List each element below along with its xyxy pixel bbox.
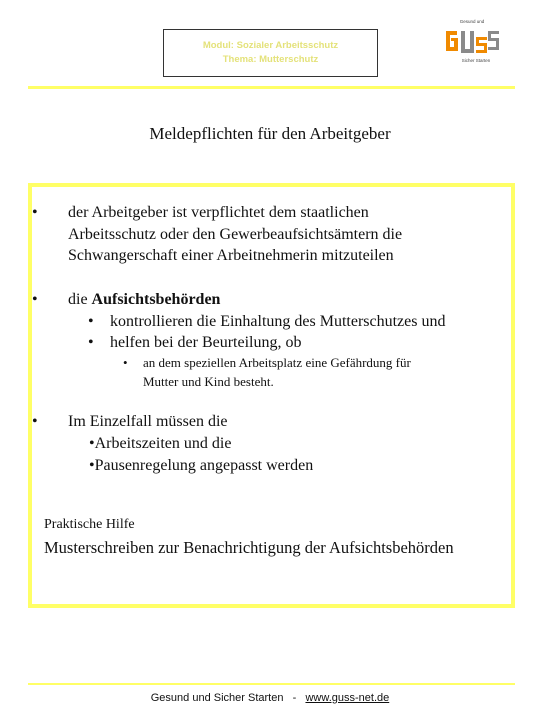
bullet-dot: • <box>32 204 38 221</box>
text-line: Arbeitsschutz oder den Gewerbeaufsichtsämtern die <box>68 225 403 243</box>
footer-claim: Gesund und Sicher Starten <box>150 692 284 704</box>
guss-logo <box>442 17 502 65</box>
logo-top-text: Gesund und <box>459 19 485 24</box>
bullet-dot: • <box>123 355 128 370</box>
text-prefix: die <box>68 291 92 308</box>
bullet-dot: • <box>32 413 38 430</box>
text-line: Im Einzelfall müssen die <box>68 413 228 430</box>
template-letter-link-text: Musterschreiben zur Benachrichtigung der Aufsichtsbehörden <box>44 538 454 557</box>
bullet-dot: • <box>32 291 38 308</box>
website-link[interactable]: www.guss-net.de <box>305 692 390 704</box>
text-line: an dem speziellen Arbeitsplatz eine Gefährdung für <box>143 355 411 370</box>
bullet-dot: • <box>88 313 94 330</box>
break-rules-line <box>89 455 313 477</box>
module-header <box>163 29 378 77</box>
module-line: Modul: Sozialer Arbeitsschutz <box>202 40 339 51</box>
text-line: Mutter und Kind besteht. <box>143 374 274 389</box>
topic-line: Thema: Mutterschutz <box>222 54 319 65</box>
text-line: der Arbeitgeber ist verpflichtet dem staatlichen <box>68 204 369 221</box>
working-hours-line <box>89 433 231 455</box>
text-line: •Arbeitszeiten und die <box>89 435 232 452</box>
footer-divider <box>28 683 515 685</box>
text-line: kontrollieren die Einhaltung des Mutterschutzes und <box>110 313 446 330</box>
page-title: Meldepflichten für den Arbeitgeber <box>149 124 391 143</box>
text-line: Schwangerschaft einer Arbeitnehmerin mitzuteilen <box>68 247 394 264</box>
text-line: •Pausenregelung angepasst werden <box>89 457 314 474</box>
logo-bottom-text: Sicher Starten <box>461 58 491 63</box>
bullet-dot: • <box>88 334 94 351</box>
footer-separator: - <box>292 692 297 704</box>
authorities-term: Aufsichtsbehörden <box>91 291 221 308</box>
top-divider <box>28 86 515 89</box>
footer <box>0 692 540 704</box>
practical-help-label: Praktische Hilfe <box>44 517 135 532</box>
text-line: helfen bei der Beurteilung, ob <box>110 334 302 351</box>
